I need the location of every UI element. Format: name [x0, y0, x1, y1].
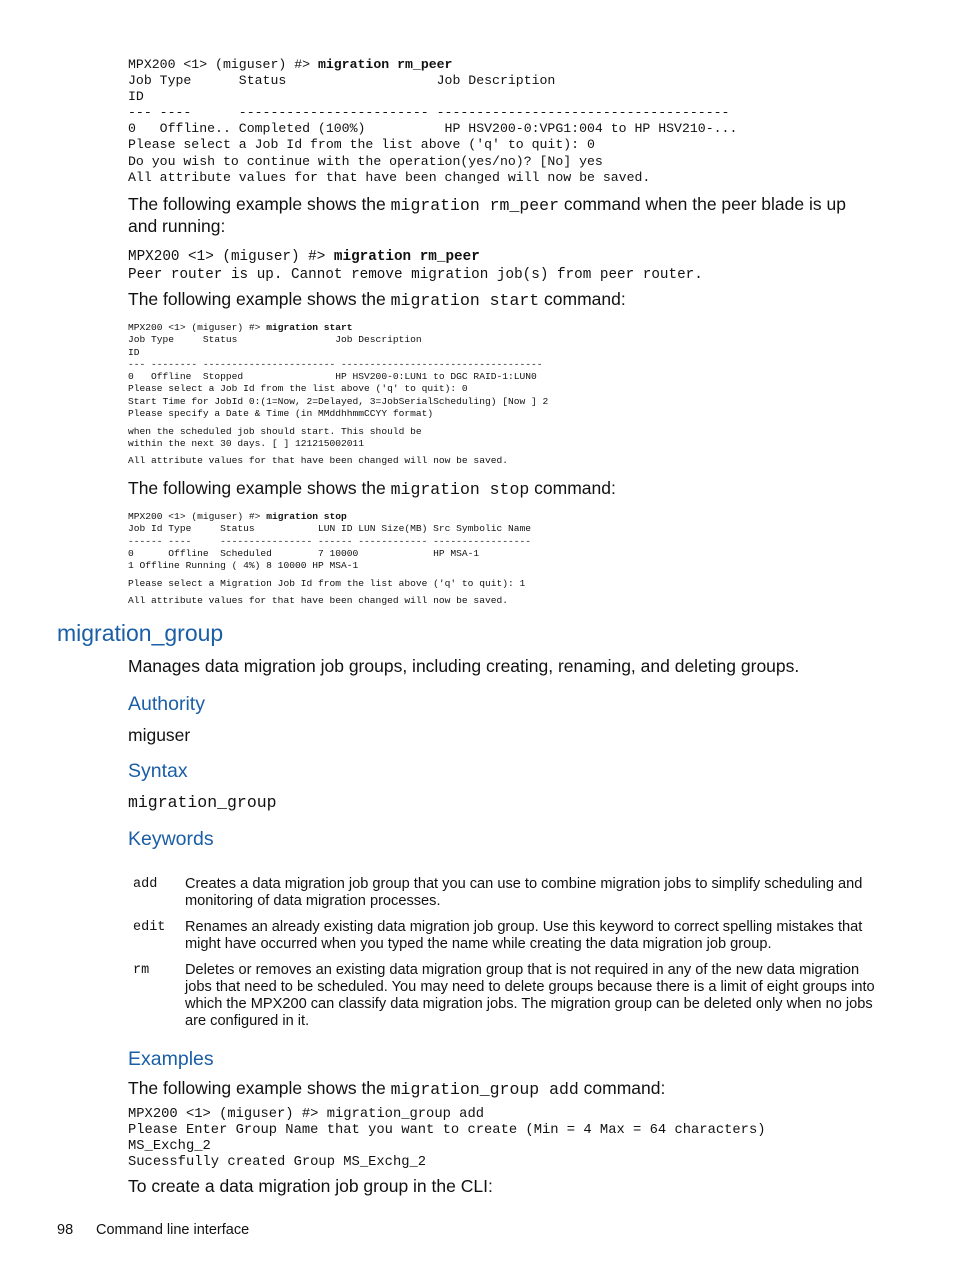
inline-code: migration rm_peer	[390, 196, 559, 215]
code-block-start-b: when the scheduled job should start. This should be within the next 30 days. [ ] 121215002011	[128, 426, 422, 450]
paragraph-stop: The following example shows the migration stop command:	[128, 478, 616, 499]
code-block-rm-peer	[128, 57, 737, 186]
examples-paragraph: The following example shows the migration_group add command:	[128, 1078, 666, 1099]
authority-value: miguser	[128, 725, 191, 745]
code-block-start: MPX200 <1> (miguser) #> migration start Job Type Status Job Description ID --- -------- ----------------------- ----------------------------------- 0 Offline Stopped HP HSV200-0:LUN1 to DGC RAID-1:LUN0 Please select a Job Id from the list above ('q' to quit): 0 Start Time for JobId 0:(1=Now, 2=Delayed, 3=JobSerialScheduling) [Now ] 2 Please specify a Date & Time (in MMddhhmmCCYY format)	[128, 322, 549, 420]
code-block-rm-peer-up: MPX200 <1> (miguser) #> migration rm_peer Peer router is up. Cannot remove migration job(s) from peer router.	[128, 249, 703, 283]
code-command: migration rm_peer	[317, 57, 453, 72]
section-title: migration_group	[57, 620, 224, 646]
keyword-term: add	[133, 877, 158, 892]
code-line: 0 Offline.. Completed (100%) HP HSV200-0:VPG1:004 to HP HSV210-...	[128, 121, 738, 137]
code-line: Do you wish to continue with the operation(yes/no)? [No] yes	[128, 153, 603, 169]
authority-heading: Authority	[128, 693, 205, 715]
paragraph-rm-peer-up: The following example shows the migration rm_peer command when the peer blade is up and running:	[128, 194, 846, 236]
syntax-heading: Syntax	[128, 760, 188, 782]
code-block-group-add: MPX200 <1> (miguser) #> migration_group add Please Enter Group Name that you want to create (Min = 4 Max = 64 characters) MS_Exchg_2 Sucessfully created Group MS_Exchg_2	[128, 1107, 766, 1171]
section-description: Manages data migration job groups, including creating, renaming, and deleting groups.	[128, 656, 800, 676]
keyword-term: rm	[133, 963, 150, 978]
code-prompt: MPX200 <1> (miguser) #>	[128, 57, 318, 72]
keywords-heading: Keywords	[128, 828, 214, 850]
code-block-stop-c: All attribute values for that have been changed will now be saved.	[128, 595, 508, 606]
inline-code: migration_group add	[390, 1080, 579, 1099]
paragraph-start: The following example shows the migration start command:	[128, 289, 626, 310]
page-number: 98	[57, 1222, 74, 1238]
code-line: --- ---- ------------------------ -------------------------------------	[128, 105, 730, 121]
code-line: All attribute values for that have been changed will now be saved.	[128, 169, 651, 185]
code-block-stop-b: Please select a Migration Job Id from the list above ('q' to quit): 1	[128, 578, 526, 589]
keyword-term: edit	[133, 920, 166, 935]
closing-paragraph: To create a data migration job group in the CLI:	[128, 1176, 493, 1196]
keyword-description: Creates a data migration job group that you can use to combine migration jobs to simplify scheduling and monitoring of data migration processes.	[185, 876, 863, 909]
chapter-title: Command line interface	[96, 1222, 250, 1238]
keyword-description: Renames an already existing data migration job group. Use this keyword to correct spelling mistakes that might have occurred when you typed the name while creating the data migration job group.	[185, 919, 863, 952]
examples-heading: Examples	[128, 1048, 214, 1070]
code-line: Job Type Status Job Description	[128, 73, 556, 89]
code-line: ID	[128, 89, 144, 105]
inline-code: migration stop	[390, 480, 530, 499]
inline-code: migration start	[390, 291, 540, 310]
code-line: Please select a Job Id from the list above ('q' to quit): 0	[128, 137, 595, 153]
syntax-value: migration_group	[128, 793, 277, 812]
code-block-start-c: All attribute values for that have been changed will now be saved.	[128, 455, 508, 466]
code-block-stop: MPX200 <1> (miguser) #> migration stop Job Id Type Status LUN ID LUN Size(MB) Src Symbolic Name ------ ---- ---------------- ------ ------------ ----------------- 0 Offline Scheduled 7 10000 HP MSA-1 1 Offline Running ( 4%) 8 10000 HP MSA-1	[128, 511, 532, 572]
keyword-description: Deletes or removes an existing data migration group that is not required in any of the new data migration jobs that need to be scheduled. You may need to delete groups because there is a limit of eight groups into which the MPX200 can classify data migration jobs. The migration group can be deleted only when no jobs are configured in it.	[185, 962, 875, 1029]
